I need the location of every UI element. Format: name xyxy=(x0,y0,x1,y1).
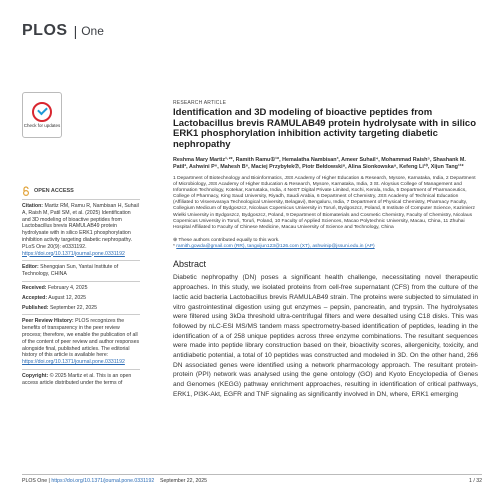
citation-doi-link[interactable]: https://doi.org/10.1371/journal.pone.0331192 xyxy=(22,250,125,257)
copyright-block xyxy=(22,373,140,387)
divider xyxy=(22,199,140,200)
received-label: Received: xyxy=(22,284,47,291)
article-type: RESEARCH ARTICLE xyxy=(173,100,227,106)
divider xyxy=(22,369,140,370)
plos-logo[interactable] xyxy=(22,22,104,40)
open-access xyxy=(22,186,140,196)
dates-block xyxy=(22,285,140,311)
check-for-updates-badge[interactable] xyxy=(22,92,62,138)
open-access-label: OPEN ACCESS xyxy=(34,188,74,194)
received-row xyxy=(22,285,140,292)
accepted-label: Accepted: xyxy=(22,294,48,301)
peer-review-text: PLOS recognizes the benefits of transparency in the peer review process; therefore, we enable the publication of all of the content of peer review and author responses alongside final, published articles. The editorial history of this article is available here: xyxy=(22,318,140,359)
check-updates-label: Check for updates xyxy=(23,122,61,128)
abstract-heading: Abstract xyxy=(173,259,207,270)
journal-header xyxy=(0,0,495,80)
sidebar xyxy=(22,92,140,387)
divider xyxy=(22,281,140,282)
footer-journal: PLOS One | xyxy=(22,478,50,484)
logo-sub: One xyxy=(81,24,104,38)
page-footer xyxy=(22,478,482,488)
editor-label: Editor: xyxy=(22,264,39,271)
accepted-date: August 12, 2025 xyxy=(48,294,87,301)
peer-review-label: Peer Review History: xyxy=(22,318,74,325)
corresponding-note xyxy=(173,244,478,250)
citation-text: Martiz RM, Ramu R, Nambisan H, Suhail A, Raish M, Patil SM, et al. (2025) Identification and 3D modeling of bioactive peptides from Lactobacillus brevis RAMULAB49 protein hydrolysate with in silico ERK1 phosphorylation inhibition activity targeting diabetic nephropathy. PLoS One 20(9): e0331192. xyxy=(22,203,139,250)
divider xyxy=(22,314,140,315)
abstract-text: Diabetic nephropathy (DN) poses a significant health challenge, necessitating novel therapeutic approaches. In this study, we isolated proteins from cell-free supernatant (CFS) from the culture of the lactic acid bacteria Lactobacillus brevis RAMULAB49 strain. The proteins were subjected to simulated in vitro gastrointestinal digestion using gut enzymes – pepsin, pancreatin, and trypsin. The hydrolysates were filtered using 3kDa threshold ultra-centrifugal filters and were desalted using C18 disks. This was followed by nLC-ESI MS/MS tandem mass spectrometry-based identification of peptides, leading in the identification of a of 258 unique peptides across three enzyme combinations. The resultant sequences were made into peptide library construction based on their, bioactivity scores, allergenicity, toxicity, and antidiabetic potential, a total of 10 peptides was constructed and modeled in 3D. On the other hand, 266 DN associated genes were identified using a network pharmacology approach. The resultant protein-protein (PPI) network was analysed using the gene ontology (GO) and Kyoto Encyclopedia of Genes and Genomes (KEGG) pathway enrichment approaches, resulting in identification of critical pathways, ERK1, PI3K-Akt, EGFR and TNF signaling as significantly involved in DN, where, ERK1 emerging xyxy=(173,274,478,398)
equal-contribution-note: ⊕ These authors contributed equally to this work. xyxy=(173,237,280,243)
article-main xyxy=(173,100,478,400)
corresponding-emails[interactable]: ramith.gowda@gmail.com (RR), tangxijun123@126.com (XT), ashwinip@jssuni.edu.in (AP) xyxy=(176,244,375,250)
editor-text: Shengqian Sun, Yantai Institute of Technology, CHINA xyxy=(22,264,119,278)
open-lock-icon xyxy=(22,186,30,196)
affiliations: 1 Department of Biotechnology and Bioinformatics, JSS Academy of Higher Education & Research, Mysore, Karnataka, India, 2 Department of Microbiology, JSS Academy of Higher Education & Research, Mysore, Karnataka, India, 3 St. Aloysius College of Management and Information Technology, Kotekar, Karnataka, India, 4 NeST Digital Private Limited, Kochi, Kerala, India, 5 Department of Pharmaceutics, College of Pharmacy, King Saud University, Riyadh, Saudi Arabia, 6 Department of Chemistry, JSS Academy of Technical Education (Affiliated to Visvesvaraya Technological University, Belagavi), Bengaluru, India, 7 Department of Physical Chemistry, Pharmacy Faculty, Collegium Medicum of Bydgoszcz, Nicolaus Copernicus University in Toruń, Bydgoszcz, Poland, 8 Institute of Computer Science, Kazimierz Wielki University in Bydgoszcz, Bydgoszcz, Poland, 9 Department of Biomaterials and Cosmetic Chemistry, Faculty of Chemistry, Nicolaus Copernicus University in Toruń, Toruń, Poland, 10 Faculty of Applied Sciences, Macao Polytechnic University, Macau, China, 11 Zhuhai Hospital Affiliated to Faculty of Chinese Medicine, Macau University of Science and Technology, China xyxy=(173,176,476,230)
author-notes xyxy=(173,238,478,251)
footer-date: September 22, 2025 xyxy=(159,478,207,484)
citation-block xyxy=(22,203,140,257)
peer-review-link[interactable]: https://doi.org/10.1371/journal.pone.0331192 xyxy=(22,359,125,366)
divider xyxy=(22,260,140,261)
published-label: Published: xyxy=(22,304,49,311)
accepted-row xyxy=(22,295,140,302)
article-title: Identification and 3D modeling of bioactive peptides from Lactobacillus brevis RAMULAB49 protein hydrolysate with in silico ERK1 phosphorylation inhibition activity targeting diabetic nephropathy xyxy=(173,107,477,150)
published-row xyxy=(22,305,140,312)
footer-divider xyxy=(22,474,482,475)
logo-separator: | xyxy=(73,23,78,39)
page-number: 1 / 32 xyxy=(469,478,482,484)
corresponding-prefix: * xyxy=(173,244,177,250)
published-date: September 22, 2025 xyxy=(49,304,97,311)
copyright-label: Copyright: xyxy=(22,372,49,379)
copyright-text: © 2025 Martiz et al. This is an open access article distributed under the terms of xyxy=(22,372,132,386)
peer-review-block xyxy=(22,318,140,366)
citation-label: Citation: xyxy=(22,203,44,209)
footer-citation xyxy=(22,478,207,484)
editor-block xyxy=(22,264,140,278)
check-updates-icon xyxy=(32,102,52,122)
received-date: February 4, 2025 xyxy=(47,284,88,291)
logo-brand: PLOS xyxy=(22,22,68,39)
author-list: Reshma Mary Martiz¹·²*, Ramith Ramu①¹*, Hemalatha Nambisan³, Ameer Suhail⁴, Mohammad Raish⁵, Shashank M. Patil², Ashwini P⁶, Mahesh B⁶, Maciej Przybyłek⑦, Piotr Bełdowski⁸, Alina Sionkowska⁹, Kefeng Li¹⁰, Xijun Tang¹¹* xyxy=(173,157,466,170)
footer-doi-link[interactable]: https://doi.org/10.1371/journal.pone.0331192 xyxy=(51,478,155,484)
